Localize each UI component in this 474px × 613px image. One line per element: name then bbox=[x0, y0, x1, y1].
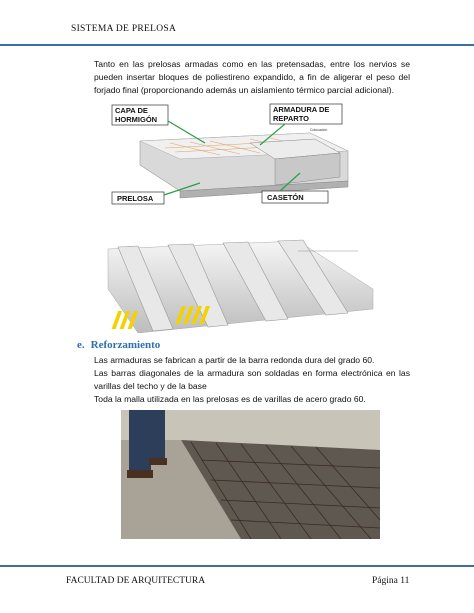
steel-mesh-photo bbox=[121, 410, 380, 539]
section-heading bbox=[77, 339, 160, 351]
section-letter: e. bbox=[77, 339, 85, 351]
label-caseton: CASETÓN bbox=[267, 193, 304, 202]
section-line: Toda la malla utilizada en las prelosas es de varillas de acero grado 60. bbox=[94, 394, 366, 404]
label-armadura-line1: ARMADURA DE bbox=[273, 105, 330, 114]
section-line: Las barras diagonales de la armadura son soldadas en forma electrónica en las varillas del techo y de la base bbox=[94, 368, 410, 391]
label-capa-line1: CAPA DE bbox=[115, 106, 148, 115]
footer-faculty: FACULTAD DE ARQUITECTURA bbox=[66, 576, 206, 586]
section-title: Reforzamiento bbox=[90, 339, 161, 351]
label-small: Colocación bbox=[310, 128, 328, 132]
section-line: Las armaduras se fabrican a partir de la barra redonda dura del grado 60. bbox=[94, 355, 375, 365]
prelosa-diagram-image bbox=[110, 103, 358, 206]
label-capa-line2: HORMIGÓN bbox=[115, 115, 158, 124]
section-body bbox=[94, 354, 410, 406]
prelosa-units-image bbox=[98, 229, 379, 333]
page-header: SISTEMA DE PRELOSA bbox=[71, 24, 177, 34]
header-rule bbox=[0, 44, 474, 46]
footer-rule bbox=[0, 565, 474, 567]
label-prelosa: PRELOSA bbox=[117, 194, 154, 203]
label-armadura-line2: REPARTO bbox=[273, 114, 309, 123]
intro-paragraph: Tanto en las prelosas armadas como en las pretensadas, entre los nervios se pueden insertar bloques de poliestireno expandido, a fin de aligerar el peso del forjado final (proporcionando además un aislamiento térmico parcial adicional). bbox=[94, 59, 410, 95]
page-number: Página 11 bbox=[372, 576, 410, 586]
